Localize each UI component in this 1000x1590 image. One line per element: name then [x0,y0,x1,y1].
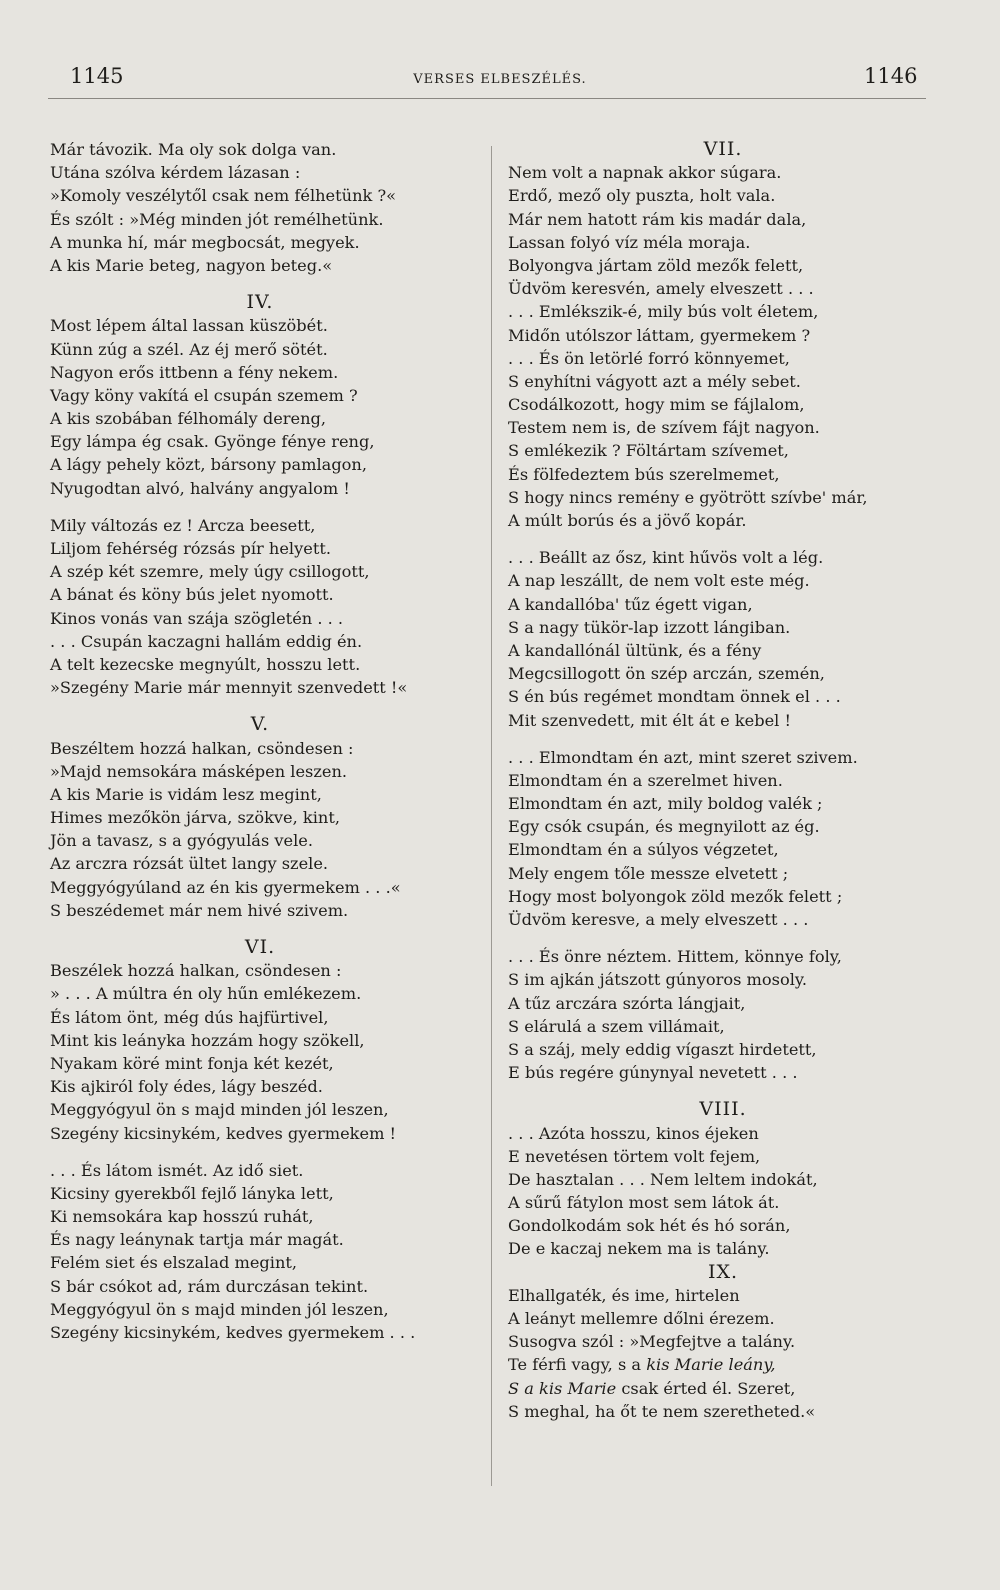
verse-line: . . . És önre néztem. Hittem, könnye foly, [508,947,842,967]
stanza-gap [50,277,482,291]
verse-line: A telt kezecske megnyúlt, hosszu lett. [50,654,361,674]
verse-line [508,1353,938,1376]
verse-line: Meggyógyul ön s majd minden jól leszen, [50,1100,389,1120]
verse-line: Csodálkozott, hogy mim se fájlalom, [508,395,805,415]
verse-line: Lassan folyó víz méla moraja. [508,232,751,252]
verse-line: Az arczra rózsát ültet langy szele. [50,854,329,874]
verse-line: Nagyon erős ittbenn a fény nekem. [50,362,339,382]
section-heading: IX. [707,1260,739,1283]
verse-line: . . . Beállt az ősz, kint hűvös volt a lég. [508,548,824,568]
verse-line: És látom önt, még dús hajfürtivel, [50,1007,329,1027]
verse-line: Beszéltem hozzá halkan, csöndesen : [50,738,354,758]
verse-line: Egy csók csupán, és megnyilott az ég. [508,817,820,837]
verse-line: Felém siet és elszalad megint, [50,1253,298,1273]
verse-line: A bánat és köny bús jelet nyomott. [50,585,334,605]
verse-line: S a nagy tükör-lap izzott lángiban. [508,617,791,637]
stanza-gap [50,500,482,514]
verse-line: Beszélek hozzá halkan, csöndesen : [50,961,342,981]
verse-line: Erdő, mező oly puszta, holt vala. [508,186,776,206]
verse-line: »Szegény Marie már mennyit szenvedett !« [50,678,408,698]
section-heading: V. [250,713,270,736]
verse-line: Már nem hatott rám kis madár dala, [508,209,807,229]
verse-line: Meggyógyul ön s majd minden jól leszen, [50,1299,389,1319]
verse-line: S bár csókot ad, rám durczásan tekint. [50,1276,369,1296]
verse-line: Bolyongva jártam zöld mezők felett, [508,255,804,275]
verse-line-text: csak érted él. Szeret, [616,1378,796,1398]
verse-line: Elmondtam én azt, mily boldog valék ; [508,794,823,814]
verse-line: A kandallóba' tűz égett vigan, [508,594,753,614]
verse-line-text: Te férfi vagy, s a [508,1355,647,1375]
verse-line: »Majd nemsokára másképen leszen. [50,761,348,781]
verse-line: A kis Marie is vidám lesz megint, [50,784,322,804]
verse-line: Egy lámpa ég csak. Gyönge fénye reng, [50,432,375,452]
verse-line: A szép két szemre, mely úgy csillogott, [50,562,370,582]
verse-line: . . . Emlékszik-é, mily bús volt életem, [508,302,819,322]
verse-line: S emlékezik ? Föltártam szívemet, [508,441,789,461]
verse-line: Nyugodtan alvó, halvány angyalom ! [50,478,350,498]
stanza-gap [508,931,938,945]
stanza-gap [508,732,938,746]
verse-line [508,1377,938,1400]
verse-line: S im ajkán játszott gúnyoros mosoly. [508,970,808,990]
running-title: VERSES ELBESZÉLÉS. [413,72,587,87]
verse-line: . . . Csupán kaczagni hallám eddig én. [50,631,363,651]
verse-line-italic: S a kis Marie [508,1378,617,1398]
verse-line: Susogva szól : »Megfejtve a talány. [508,1332,796,1352]
verse-line: És fölfedeztem bús szerelmemet, [508,464,780,484]
section-heading: VIII. [699,1098,747,1121]
verse-line: Mely engem tőle messze elvetett ; [508,863,789,883]
verse-line: Vagy köny vakítá el csupán szemem ? [50,385,358,405]
section-heading: VII. [703,138,743,160]
verse-line: S beszédemet már nem hivé szivem. [50,900,349,920]
verse-line: Mit szenvedett, mit élt át e kebel ! [508,710,791,730]
verse-line: S hogy nincs remény e gyötrött szívbe' már, [508,487,868,507]
verse-line: A tűz arczára szórta lángjait, [508,993,746,1013]
header-rule [48,98,926,99]
verse-line: Üdvöm keresvén, amely elveszett . . . [508,279,814,299]
verse-line: A múlt borús és a jövő kopár. [508,511,747,530]
verse-line: A kis szobában félhomály dereng, [50,409,327,429]
verse-line: Kicsiny gyerekből fejlő lányka lett, [50,1183,334,1203]
verse-line: Künn zúg a szél. Az éj merő sötét. [50,339,328,359]
verse-line: De hasztalan . . . Nem leltem indokát, [508,1169,818,1189]
verse-line: És nagy leánynak tartja már magát. [50,1230,344,1250]
page-number-left: 1145 [70,64,124,88]
verse-line: S meghal, ha őt te nem szeretheted.« [508,1401,816,1421]
verse-line: E bús regére gúnynyal nevetett . . . [508,1063,798,1083]
running-header [0,64,1000,98]
verse-line: Utána szólva kérdem lázasan : [50,163,301,183]
verse-line: Mint kis leányka hozzám hogy szökell, [50,1030,365,1050]
verse-line: Meggyógyúland az én kis gyermekem . . .« [50,877,401,897]
column-divider [491,146,492,1486]
verse-line: Szegény kicsinykém, kedves gyermekem . . . [50,1323,416,1342]
verse-line: Most lépem által lassan küszöbét. [50,316,328,336]
stanza-gap [50,1145,482,1159]
verse-line: Himes mezőkön járva, szökve, kint, [50,808,340,828]
left-column [50,138,482,1344]
section-heading: IV. [246,291,274,314]
verse-line: . . . És ön letörlé forró könnyemet, [508,348,790,368]
verse-line: Már távozik. Ma oly sok dolga van. [50,140,337,159]
verse-line: Nem volt a napnak akkor súgara. [508,163,782,183]
verse-line: A leányt mellemre dőlni érezem. [508,1309,775,1328]
verse-line: »Komoly veszélytől csak nem félhetünk ?« [50,186,397,206]
verse-line: A kis Marie beteg, nagyon beteg.« [50,255,333,275]
right-column [508,138,938,1423]
stanza-gap [50,922,482,936]
verse-line: S enyhítni vágyott azt a mély sebet. [508,371,801,391]
verse-line: Kis ajkiról foly édes, lágy beszéd. [50,1077,323,1097]
verse-line: Kinos vonás van szája szögletén . . . [50,608,344,628]
stanza-gap [508,1084,938,1098]
verse-line: Nyakam köré mint fonja két kezét, [50,1053,334,1073]
verse-line: Liljom fehérség rózsás pír helyett. [50,539,331,558]
verse-line: A kandallónál ültünk, és a fény [508,640,762,660]
verse-line: A sűrű fátylon most sem látok át. [508,1193,780,1213]
verse-line: S elárulá a szem villámait, [508,1016,725,1036]
verse-line: . . . És látom ismét. Az idő siet. [50,1160,304,1180]
verse-line: E nevetésen törtem volt fejem, [508,1146,761,1166]
verse-line-italic: kis Marie leány, [646,1355,776,1375]
verse-line: » . . . A múltra én oly hűn emlékezem. [50,984,362,1004]
verse-line: Midőn utólszor láttam, gyermekem ? [508,325,811,345]
verse-line: S a száj, mely eddig vígaszt hirdetett, [508,1039,817,1059]
verse-line: A nap leszállt, de nem volt este még. [508,571,810,591]
verse-line: Testem nem is, de szívem fájt nagyon. [508,418,820,438]
stanza-gap [508,532,938,546]
verse-line: Szegény kicsinykém, kedves gyermekem ! [50,1123,397,1143]
stanza-gap [50,699,482,713]
verse-line: Hogy most bolyongok zöld mezők felett ; [508,886,843,906]
verse-line: S én bús regémet mondtam önnek el . . . [508,687,841,707]
verse-line: . . . Elmondtam én azt, mint szeret szivem. [508,747,858,767]
verse-line: Elmondtam én a szerelmet hiven. [508,770,783,790]
verse-line: Üdvöm keresve, a mely elveszett . . . [508,910,809,929]
verse-line: . . . Azóta hosszu, kinos éjeken [508,1123,759,1143]
page-number-right: 1146 [864,64,918,88]
section-heading: VI. [244,936,276,958]
verse-line: A munka hí, már megbocsát, megyek. [50,232,360,252]
verse-line: A lágy pehely közt, bársony pamlagon, [50,455,367,475]
verse-line: Ki nemsokára kap hosszú ruhát, [50,1207,314,1227]
verse-line: Jön a tavasz, s a gyógyulás vele. [50,831,314,851]
verse-line: Mily változás ez ! Arcza beesett, [50,515,316,535]
verse-line: Megcsillogott ön szép arczán, szemén, [508,664,825,684]
verse-line: Gondolkodám sok hét és hó során, [508,1216,791,1236]
verse-line: Elmondtam én a súlyos végzetet, [508,840,779,860]
verse-line: De e kaczaj nekem ma is talány. [508,1239,770,1259]
verse-line: És szólt : »Még minden jót remélhetünk. [50,209,384,229]
verse-line: Elhallgaték, és ime, hirtelen [508,1285,740,1305]
